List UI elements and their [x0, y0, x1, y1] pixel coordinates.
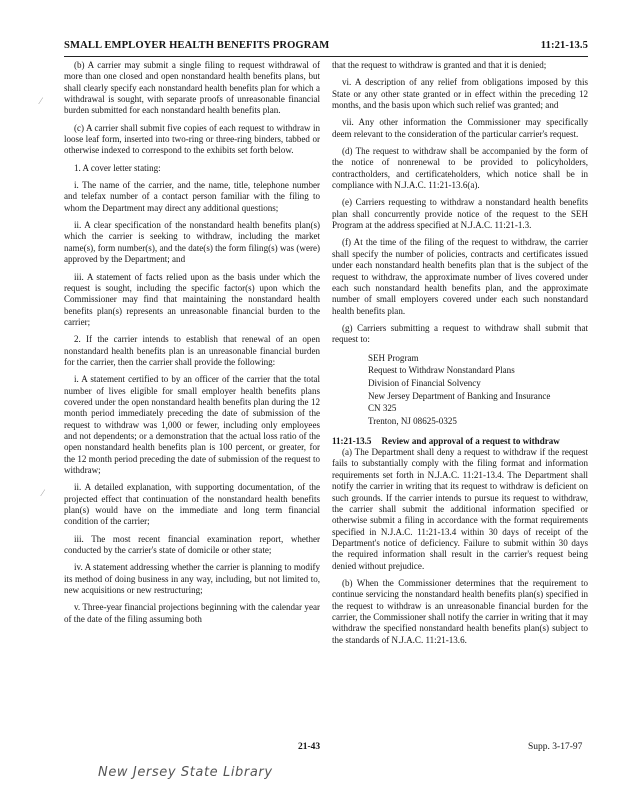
header-title: SMALL EMPLOYER HEALTH BENEFITS PROGRAM: [64, 40, 330, 51]
paragraph-e: (e) Carriers requesting to withdraw a nonstandard health benefits plan shall concurrently provide notice of the request to the SEH Program at the address specified at N.J.A.C. 11:21-1.3.: [332, 197, 588, 231]
margin-mark: ⁄: [42, 488, 44, 498]
mailing-address: [368, 352, 588, 428]
header-section-number: 11:21-13.5: [540, 40, 588, 51]
item-1-ii: ii. A clear specification of the nonstandard health benefits plan(s) which the carrier is seeking to withdraw, including the market name(s), form number(s), and the date(s) the form filing(s) was (were) approved by the Department; and: [64, 220, 320, 265]
item-2-iii: iii. The most recent financial examination report, whether conducted by the carrier's state of domicile or other state;: [64, 533, 320, 556]
left-column: [64, 60, 320, 631]
margin-mark: ⁄: [40, 96, 42, 106]
paragraph-g: (g) Carriers submitting a request to withdraw shall submit that request to:: [332, 322, 588, 345]
running-header: [64, 40, 588, 57]
item-1-iii: iii. A statement of facts relied upon as the basis under which the request is sought, including the specific factor(s) upon which the Commissioner may find that maintaining the nonstandard health benefits plan(s) represents an unreasonable financial burden to the carrier;: [64, 271, 320, 327]
address-line: New Jersey Department of Banking and Insurance: [368, 390, 551, 401]
item-2-vi: vi. A description of any relief from obligations imposed by this State or any other state granted or in effect within the preceding 12 months, and the basis upon which such relief was granted; and: [332, 77, 588, 111]
item-2-v: v. Three-year financial projections beginning with the calendar year of the date of the filing assuming both: [64, 602, 320, 624]
paragraph-f: (f) At the time of the filing of the request to withdraw, the carrier shall specify the number of policies, contracts and certificates issued under each nonstandard health benefits plan that is the subject of the request to withdraw, the approximate number of lives covered under each such nonstandard health benefits plan, and the approximate number of small employers covered under each such nonstandard health benefits plan.: [332, 237, 588, 316]
section-paragraph-b: (b) When the Commissioner determines that the requirement to continue servicing the nonstandard health benefits plan(s) specified in the request to withdraw is an unreasonable financial burden for the carrier, the Commissioner shall notify the carrier in writing that it may withdraw the specified nonstandard health benefits plan(s) subject to the standards of N.J.A.C. 11:21-13.6.: [332, 577, 588, 645]
item-2-i: i. A statement certified to by an officer of the carrier that the total number of lives eligible for small employer health benefits plans covered under the open nonstandard health benefits plan during the 12 month period immediately preceding the date of submission of the request to withdraw was 1,000 or fewer, including only employees and not dependents; or a demonstration that the actual loss ratio of the open nonstandard health benefits plan is 100 percent, or greater, for the 12 month period preceding the date of submission of the request to withdraw;: [64, 374, 320, 475]
section-heading: [332, 436, 588, 447]
paragraph-b: (b) A carrier may submit a single filing to request withdrawal of more than one closed and open nonstandard health benefits plans, but shall clearly specify each nonstandard health benefits plan for which a withdrawal is sought, with separate proofs of unreasonable financial burden submitted for each nonstandard health benefits plan.: [64, 60, 320, 116]
supplement-date: Supp. 3-17-97: [528, 742, 583, 752]
library-stamp: New Jersey State Library: [98, 765, 273, 780]
address-line: Trenton, NJ 08625-0325: [368, 416, 457, 427]
item-1-i: i. The name of the carrier, and the name, title, telephone number and telefax number of a contact person familiar with the filing to whom the Department may direct any additional questions;: [64, 180, 320, 213]
section-heading-title: Review and approval of a request to withdraw: [381, 435, 560, 446]
section-paragraph-a: (a) The Department shall deny a request to withdraw if the request fails to substantially comply with the filing format and information requirements set forth in N.J.A.C. 11:21-13.4. The Department shall notify the carrier in writing that its request to withdraw is deficient on such grounds. If the carrier intends to pursue its request to withdraw, the carrier shall submit the additional information specified or otherwise submit a filing in accordance with the format requirements specified in N.J.A.C. 11:21-13.4 within 30 days of receipt of the Department's notice of deficiency. Failure to submit within 30 days the required information shall result in the carrier's request being denied without prejudice.: [332, 447, 588, 571]
continuation-text: that the request to withdraw is granted and that it is denied;: [332, 60, 547, 70]
item-1: 1. A cover letter stating:: [74, 162, 161, 173]
paragraph-d: (d) The request to withdraw shall be accompanied by the form of the notice of nonrenewal to be provided to policyholders, contractholders, and certificateholders, which notice shall be in compliance with N.J.A.C. 11:21-13.6(a).: [332, 146, 588, 191]
address-line: SEH Program: [368, 352, 419, 363]
address-line: Request to Withdraw Nonstandard Plans: [368, 365, 515, 376]
address-line: CN 325: [368, 403, 397, 414]
address-line: Division of Financial Solvency: [368, 377, 481, 388]
section-heading-number: 11:21-13.5: [332, 435, 372, 446]
item-2-vii: vii. Any other information the Commissioner may specifically deem relevant to the consideration of the particular carrier's request.: [332, 117, 588, 139]
paragraph-c: (c) A carrier shall submit five copies of each request to withdraw in loose leaf form, inserted into two-ring or three-ring binders, tabbed or otherwise indexed to correspond to the exhibits set forth below.: [64, 122, 320, 156]
item-2-iv: iv. A statement addressing whether the carrier is planning to modify its method of doing business in any way, including, but not limited to, new acquisitions or new restructuring;: [64, 562, 320, 596]
page-number: 21-43: [298, 742, 321, 752]
item-2-ii: ii. A detailed explanation, with supporting documentation, of the projected effect that continuation of the nonstandard health benefits plan(s) would have on the immediate and long term financial condition of the carrier;: [64, 482, 320, 527]
right-column: [332, 60, 588, 652]
item-2: 2. If the carrier intends to establish that renewal of an open nonstandard health benefits plan is an unreasonable financial burden for the carrier, then the carrier shall provide the following:: [64, 334, 320, 367]
